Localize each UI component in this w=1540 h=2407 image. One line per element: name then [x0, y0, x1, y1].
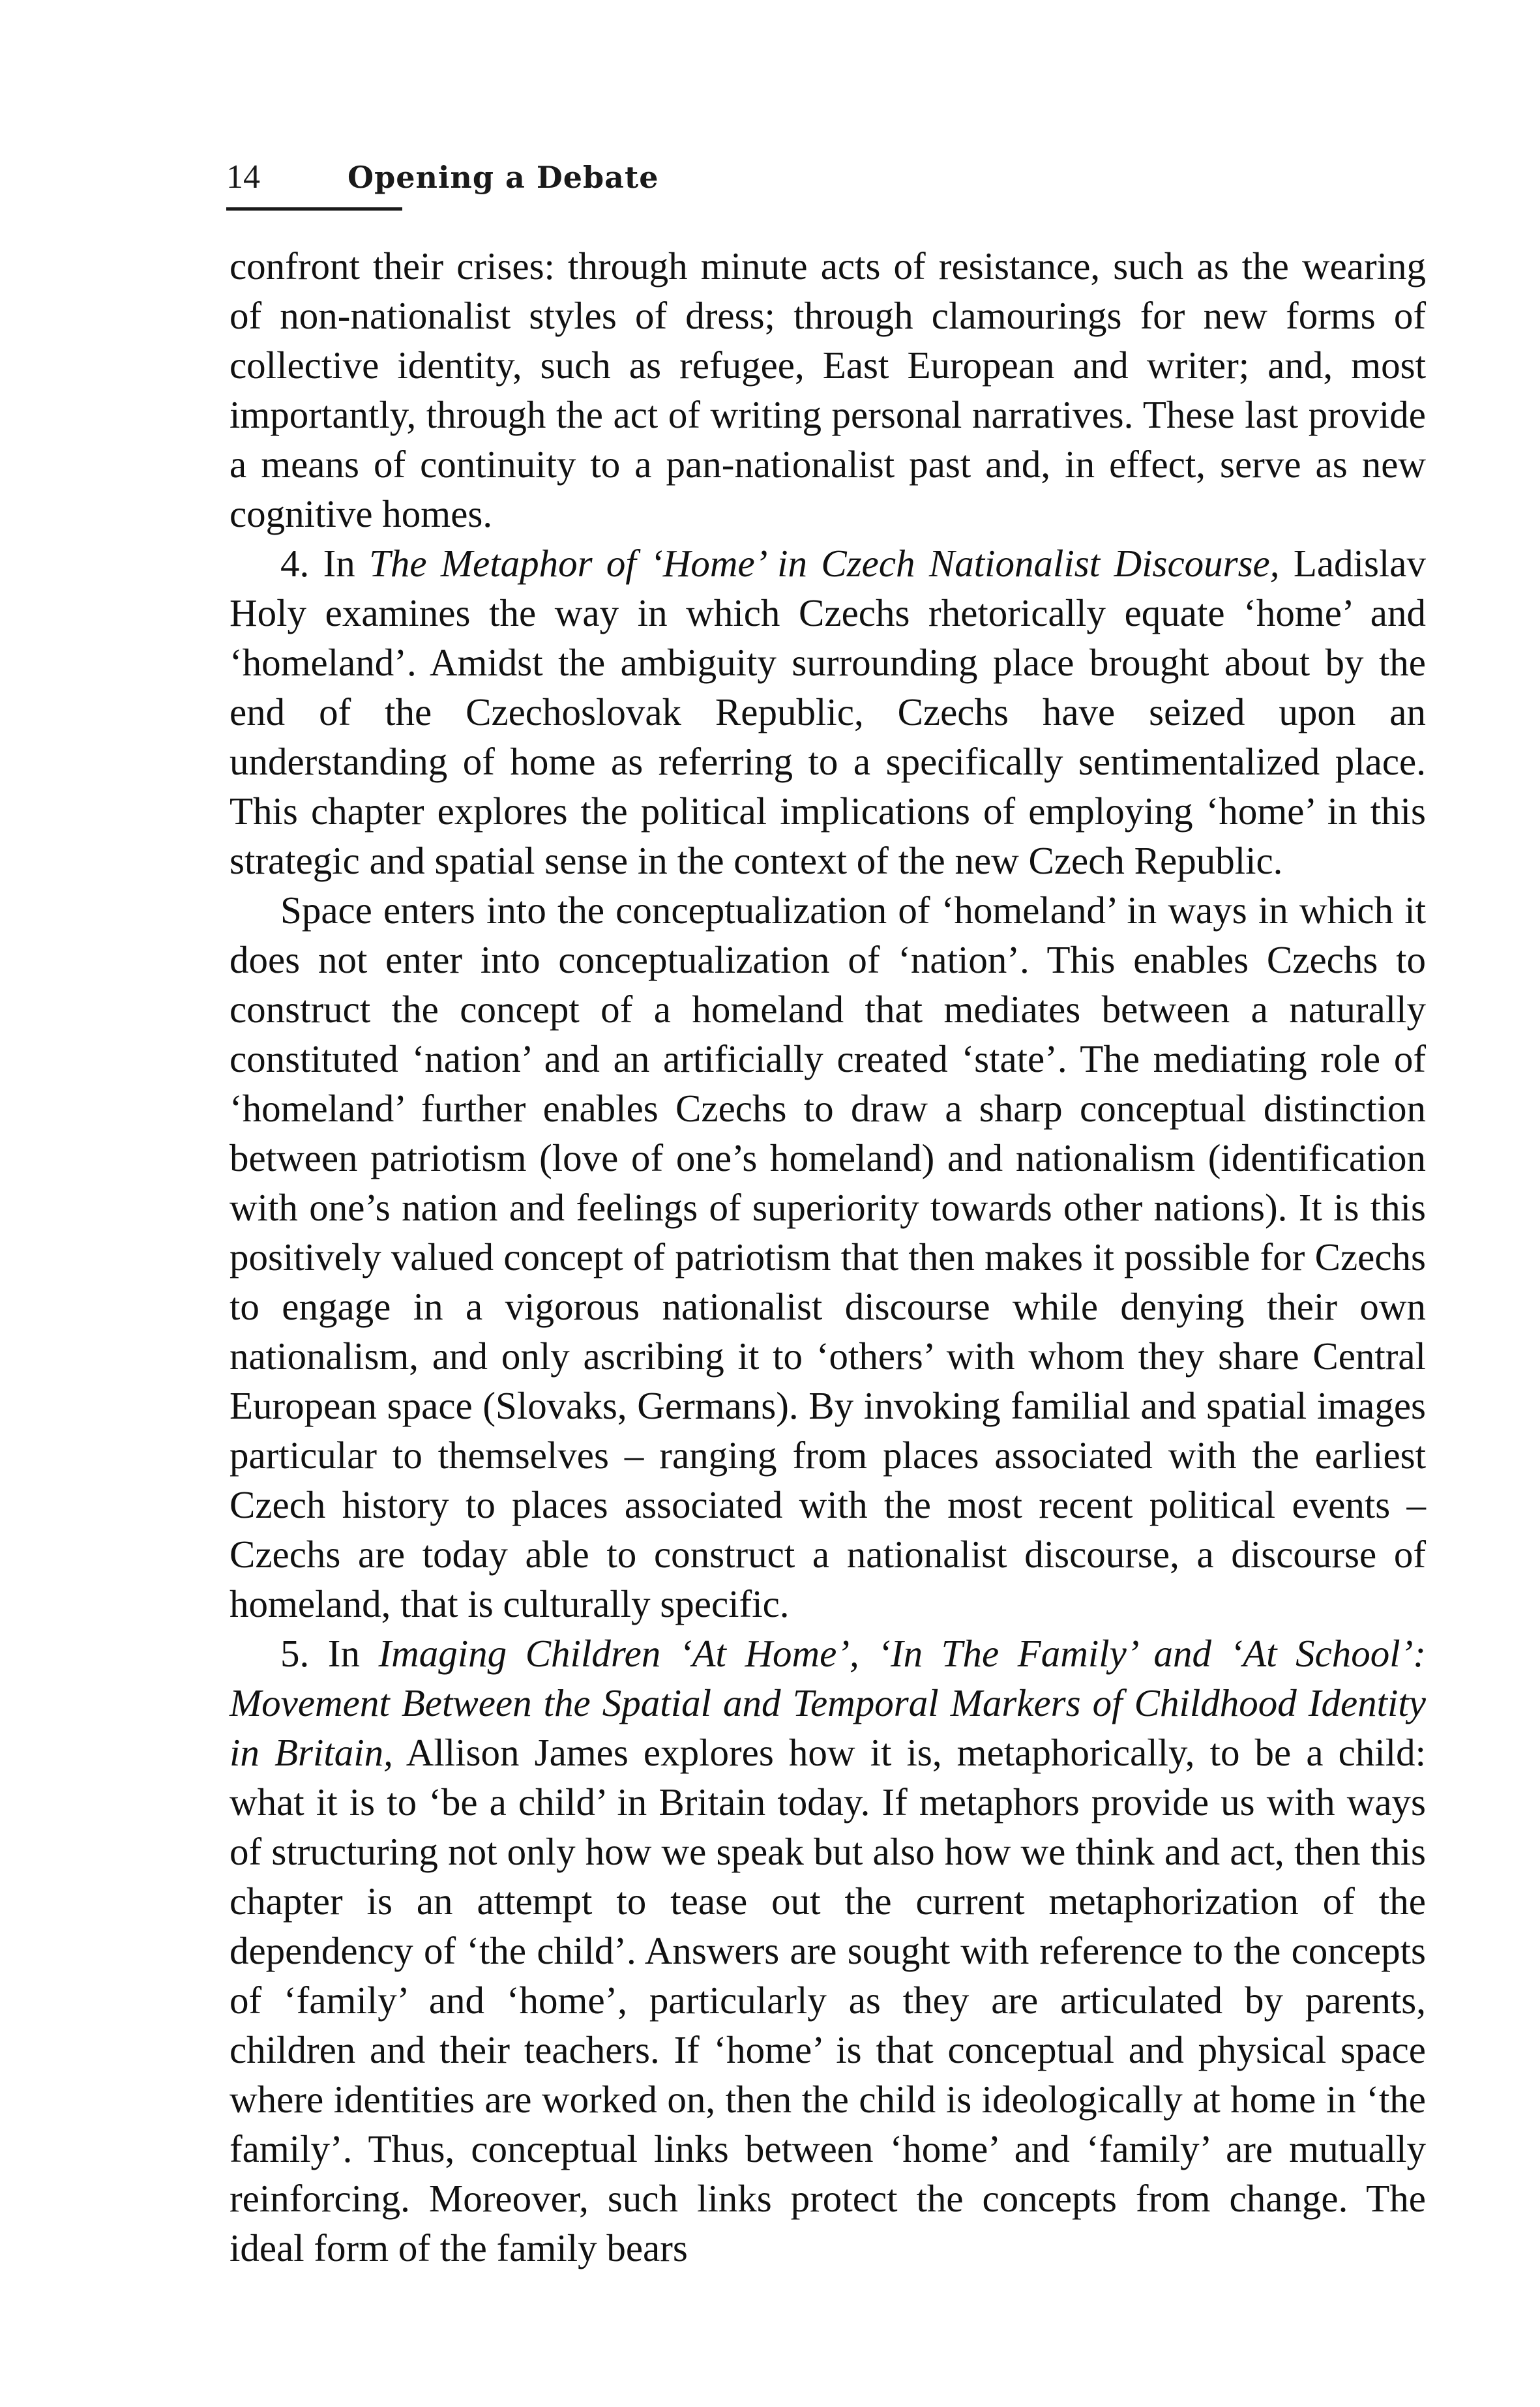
- chapter-title: Imaging Children ‘At Home’, ‘In The Family’ and ‘At School’: Movement Between the Spatial and Temporal Markers of Childhood Identity in Britain,: [230, 1632, 1426, 1774]
- paragraph-number: 5. In: [280, 1632, 360, 1675]
- page-number: 14: [226, 158, 260, 196]
- paragraph-text: Ladislav Holy examines the way in which Czechs rhetorically equate ‘home’ and ‘homeland’. Amidst the ambiguity surrounding place brought about by the end of the Czechoslovak Republic, Czechs have seized upon an understanding of home as referring to a specifically sentimentalized place. This chapter explores the political implications of employing ‘home’ in this strategic and spatial sense in the context of the new Czech Republic.: [230, 542, 1426, 882]
- paragraph-homeland: Space enters into the conceptualization of ‘homeland’ in ways in which it does not enter into conceptualization of ‘nation’. This enables Czechs to construct the concept of a homeland that mediates between a naturally constituted ‘nation’ and an artificially created ‘state’. The mediating role of ‘homeland’ further enables Czechs to draw a sharp conceptual distinction between patriotism (love of one’s homeland) and nationalism (identification with one’s nation and feelings of superiority towards other nations). It is this positively valued concept of patriotism that then makes it possible for Czechs to engage in a vigorous nationalist discourse while denying their own nationalism, and only ascribing it to ‘others’ with whom they share Central European space (Slovaks, Germans). By invoking familial and spatial images particular to themselves – ranging from places associated with the earliest Czech history to places associated with the most recent political events – Czechs are today able to construct a nationalist discourse, a discourse of homeland, that is culturally specific.: [230, 889, 1426, 1625]
- running-head: [226, 151, 1426, 203]
- paragraph-text: Allison James explores how it is, metaphorically, to be a child: what it is to ‘be a child’ in Britain today. If metaphors provide us with ways of structuring not only how we speak but also how we think and act, then this chapter is an attempt to tease out the current metaphorization of the dependency of ‘the child’. Answers are sought with reference to the concepts of ‘family’ and ‘home’, particularly as they are articulated by parents, children and their teachers. If ‘home’ is that conceptual and physical space where identities are worked on, then the child is ideologically at home in ‘the family’. Thus, conceptual links between ‘home’ and ‘family’ are mutually reinforcing. Moreover, such links protect the concepts from change. The ideal form of the family bears: [230, 1731, 1426, 2269]
- running-title: Opening a Debate: [348, 160, 659, 195]
- paragraph-number: 4. In: [280, 542, 355, 585]
- paragraph-chapter-4: [230, 539, 1426, 885]
- header-rule: [226, 207, 402, 211]
- paragraph-chapter-5: [230, 1629, 1426, 2273]
- paragraph-continued: confront their crises: through minute acts of resistance, such as the wearing of non-nationalist styles of dress; through clamourings for new forms of collective identity, such as refugee, East European and writer; and, most importantly, through the act of writing personal narratives. These last provide a means of continuity to a pan-nationalist past and, in effect, serve as new cognitive homes.: [230, 244, 1426, 535]
- body-text: [230, 241, 1426, 2273]
- chapter-title: The Metaphor of ‘Home’ in Czech Nationalist Discourse,: [369, 542, 1280, 585]
